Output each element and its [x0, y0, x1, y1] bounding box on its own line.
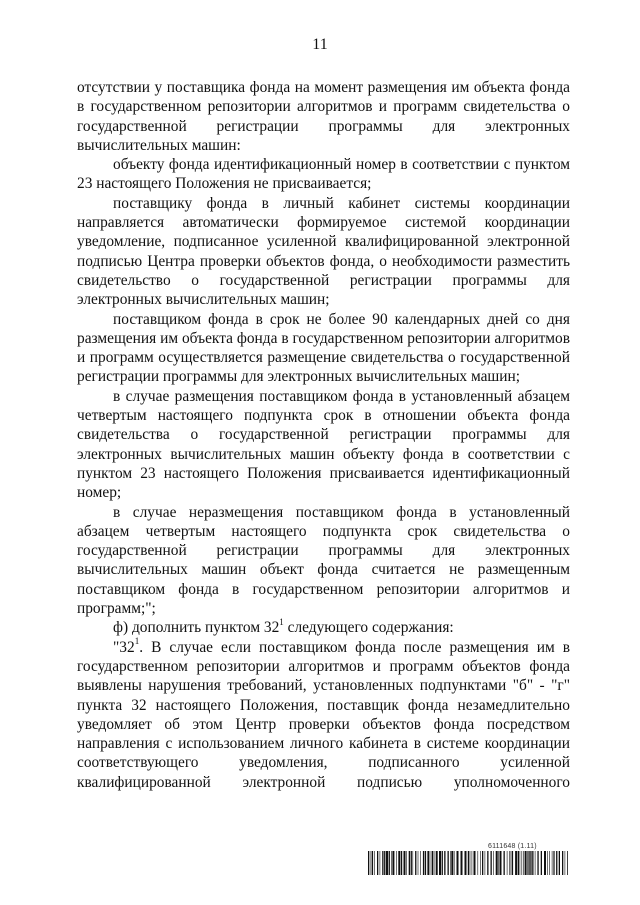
document-body: [77, 78, 570, 792]
new-point-number: "32: [113, 638, 135, 656]
paragraph: отсутствии у поставщика фонда на момент размещения им объекта фонда в государственном репозитории алгоритмов и программ свидетельства о государственной регистрации программы для электронных вычислительных машин:: [77, 79, 570, 154]
paragraph: объекту фонда идентификационный номер в соответствии с пунктом 23 настоящего Положения не присваивается;: [77, 156, 570, 193]
paragraph: поставщику фонда в личный кабинет системы координации направляется автоматически формируемое системой координации уведомление, подписанное усиленной квалифицированной электронной подписью Центра проверки объектов фонда, о необходимости разместить свидетельство о государственной регистрации программы для электронных вычислительных машин;: [77, 194, 570, 309]
amendment-paragraph: [77, 618, 570, 637]
new-point-superscript: 1: [134, 636, 140, 647]
amendment-text-pre: ф) дополнить пунктом 32: [113, 619, 280, 637]
page-number: 11: [312, 36, 328, 53]
new-point-paragraph: [77, 638, 570, 792]
amendment-text-post: следующего содержания:: [283, 619, 454, 637]
paragraph: в случае неразмещения поставщиком фонда в установленный абзацем четвертым настоящего подпункта срок свидетельства о государственной регистрации программы для электронных вычислительных машин объект фонда считается не размещенным поставщиком фонда в государственном репозитории алгоритмов и программ;";: [77, 503, 570, 618]
amendment-superscript: 1: [279, 617, 284, 628]
barcode-icon: [368, 851, 568, 875]
paragraph: поставщиком фонда в срок не более 90 календарных дней со дня размещения им объекта фонда в государственном репозитории алгоритмов и программ осуществляется размещение свидетельства о государственной регистрации программы для электронных вычислительных машин;: [77, 310, 570, 386]
barcode-id: 6111648 (1.11): [488, 843, 537, 850]
new-point-text: . В случае если поставщиком фонда после размещения им в государственном репозитории алгоритмов и программ объектов фонда выявлены нарушения требований, установленных подпунктами "б" - "г" пункта 32 настоящего Положения, поставщик фонда незамедлительно уведомляет об этом Центр проверки объектов фонда посредством направления с использованием личного кабинета в системе координации соответствующего уведомления, подписанного усиленной квалифицированной электронной подписью уполномоченного: [77, 638, 570, 791]
paragraph: в случае размещения поставщиком фонда в установленный абзацем четвертым настоящего подпункта срок в отношении объекта фонда свидетельства о государственной регистрации программы для электронных вычислительных машин объекту фонда в соответствии с пунктом 23 настоящего Положения присваивается идентификационный номер;: [77, 387, 570, 502]
